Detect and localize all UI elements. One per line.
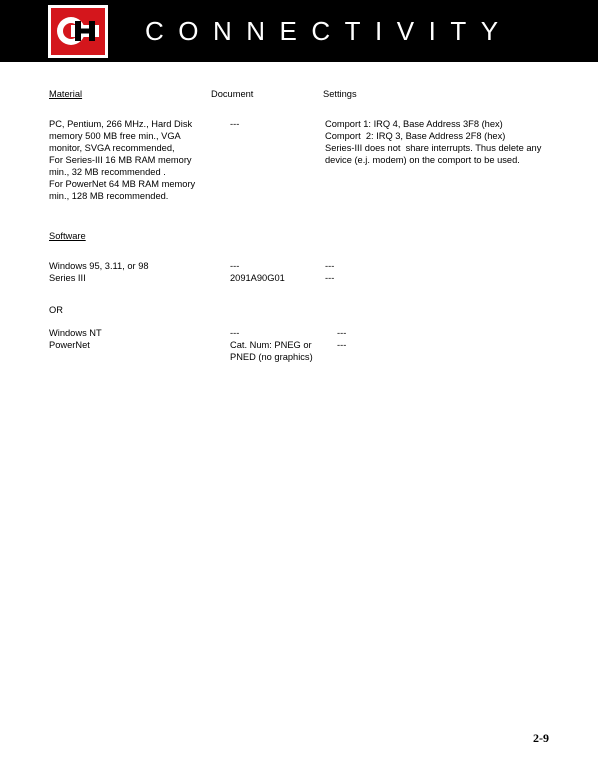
material-line: PC, Pentium, 266 MHz., Hard Disk	[49, 119, 193, 129]
material-line: monitor, SVGA recommended,	[49, 143, 175, 153]
software-settings: ---	[337, 328, 347, 338]
or-label: OR	[49, 305, 63, 315]
settings-heading: Settings	[323, 89, 357, 99]
software-heading: Software	[49, 231, 86, 241]
material-line: min., 128 MB recommended.	[49, 191, 169, 201]
software-document: ---	[230, 328, 240, 338]
logo-mark-icon	[55, 13, 101, 49]
hardware-document: ---	[230, 119, 240, 129]
settings-line: Series-III does not share interrupts. Thus delete any	[325, 143, 542, 153]
material-line: For PowerNet 64 MB RAM memory	[49, 179, 196, 189]
material-line: For Series-III 16 MB RAM memory	[49, 155, 192, 165]
material-line: memory 500 MB free min., VGA	[49, 131, 181, 141]
software-document: 2091A90G01	[230, 273, 285, 283]
software-document: ---	[230, 261, 240, 271]
page-number: 2-9	[533, 731, 549, 745]
settings-line: Comport 1: IRQ 4, Base Address 3F8 (hex)	[325, 119, 503, 129]
material-line: min., 32 MB recommended .	[49, 167, 166, 177]
software-document: PNED (no graphics)	[230, 352, 313, 362]
software-document: Cat. Num: PNEG or	[230, 340, 312, 350]
software-material: PowerNet	[49, 340, 90, 350]
company-logo	[48, 5, 108, 58]
software-material: Windows NT	[49, 328, 102, 338]
settings-line: device (e.j. modem) on the comport to be used.	[325, 155, 520, 165]
software-material: Windows 95, 3.11, or 98	[49, 261, 149, 271]
software-settings: ---	[325, 261, 335, 271]
software-settings: ---	[325, 273, 335, 283]
software-material: Series III	[49, 273, 86, 283]
settings-line: Comport 2: IRQ 3, Base Address 2F8 (hex)	[325, 131, 506, 141]
document-heading: Document	[211, 89, 254, 99]
page-header	[0, 0, 598, 62]
brand-title: CONNECTIVITY	[145, 16, 513, 46]
software-settings: ---	[337, 340, 347, 350]
material-heading: Material	[49, 89, 83, 99]
